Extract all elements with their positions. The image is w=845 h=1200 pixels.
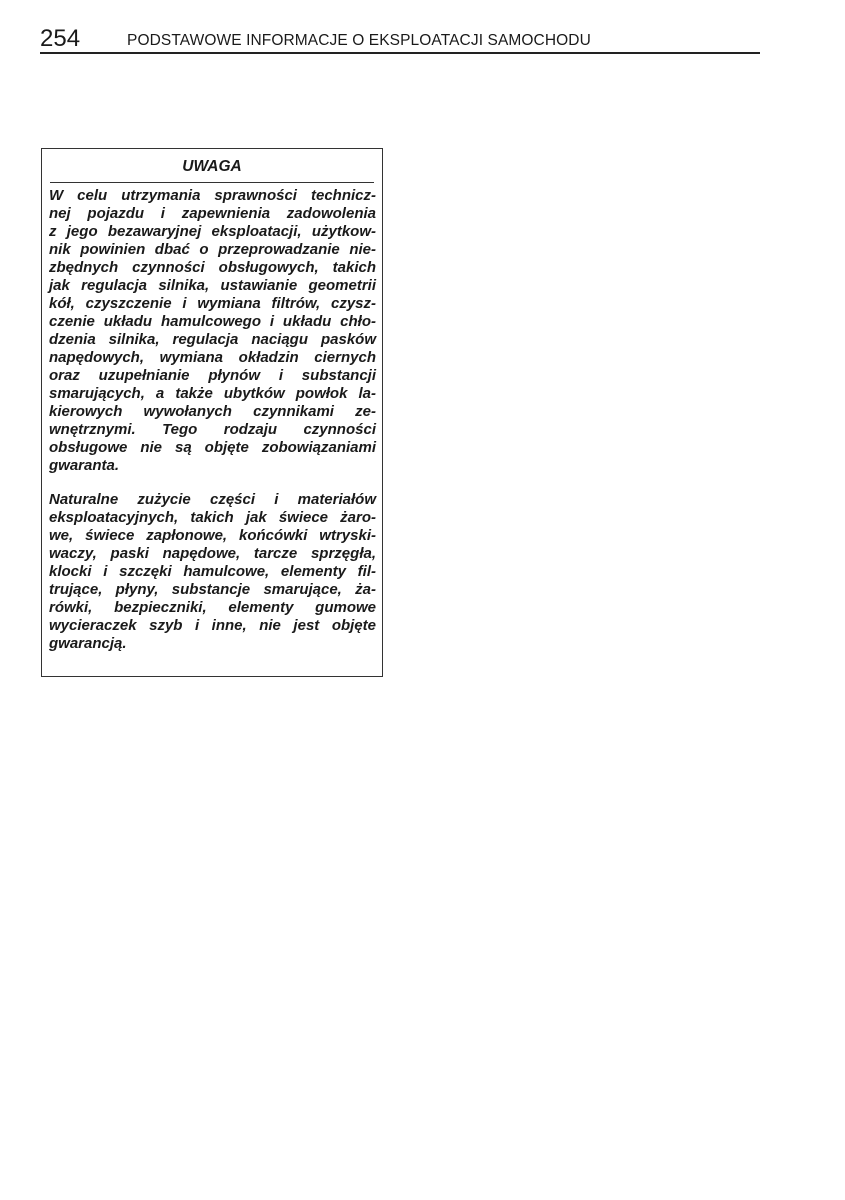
notice-line: obsługowe nie są objęte zobowiązaniami	[49, 439, 376, 456]
notice-line: we, świece zapłonowe, końcówki wtryski-	[49, 527, 376, 544]
notice-line: rówki, bezpieczniki, elementy gumowe	[49, 599, 376, 616]
notice-line: czenie układu hamulcowego i układu chło-	[49, 313, 376, 330]
notice-line: nik powinien dbać o przeprowadzanie nie-	[49, 241, 376, 258]
page-header	[40, 26, 760, 54]
notice-line: gwarancją.	[49, 635, 127, 652]
warning-notice-box	[41, 148, 383, 677]
notice-line: zbędnych czynności obsługowych, takich	[49, 259, 376, 276]
running-title: PODSTAWOWE INFORMACJE O EKSPLOATACJI SAMOCHODU	[127, 32, 591, 49]
notice-line: nej pojazdu i zapewnienia zadowolenia	[49, 205, 376, 222]
notice-line: trujące, płyny, substancje smarujące, ża-	[49, 581, 376, 598]
notice-line: jak regulacja silnika, ustawianie geometrii	[49, 277, 376, 294]
notice-line: eksploatacyjnych, takich jak świece żaro-	[49, 509, 376, 526]
page-number: 254	[40, 25, 81, 52]
notice-line: z jego bezawaryjnej eksploatacji, użytkow-	[49, 223, 376, 240]
notice-line: wnętrznymi. Tego rodzaju czynności	[49, 421, 376, 438]
notice-line: kierowych wywołanych czynnikami ze-	[49, 403, 376, 420]
notice-title: UWAGA	[50, 157, 374, 183]
notice-line: kół, czyszczenie i wymiana filtrów, czysz-	[49, 295, 376, 312]
notice-body	[49, 187, 376, 653]
notice-line: wycieraczek szyb i inne, nie jest objęte	[49, 617, 376, 634]
notice-paragraph-2	[49, 491, 376, 653]
notice-paragraph-1	[49, 187, 376, 475]
notice-line: klocki i szczęki hamulcowe, elementy fil-	[49, 563, 376, 580]
notice-line: Naturalne zużycie części i materiałów	[49, 491, 376, 508]
notice-line: dzenia silnika, regulacja naciągu pasków	[49, 331, 376, 348]
notice-line: oraz uzupełnianie płynów i substancji	[49, 367, 376, 384]
notice-line: waczy, paski napędowe, tarcze sprzęgła,	[49, 545, 376, 562]
notice-line: smarujących, a także ubytków powłok la-	[49, 385, 376, 402]
notice-line: napędowych, wymiana okładzin ciernych	[49, 349, 376, 366]
notice-line: W celu utrzymania sprawności technicz-	[49, 187, 376, 204]
notice-line: gwaranta.	[49, 457, 120, 474]
